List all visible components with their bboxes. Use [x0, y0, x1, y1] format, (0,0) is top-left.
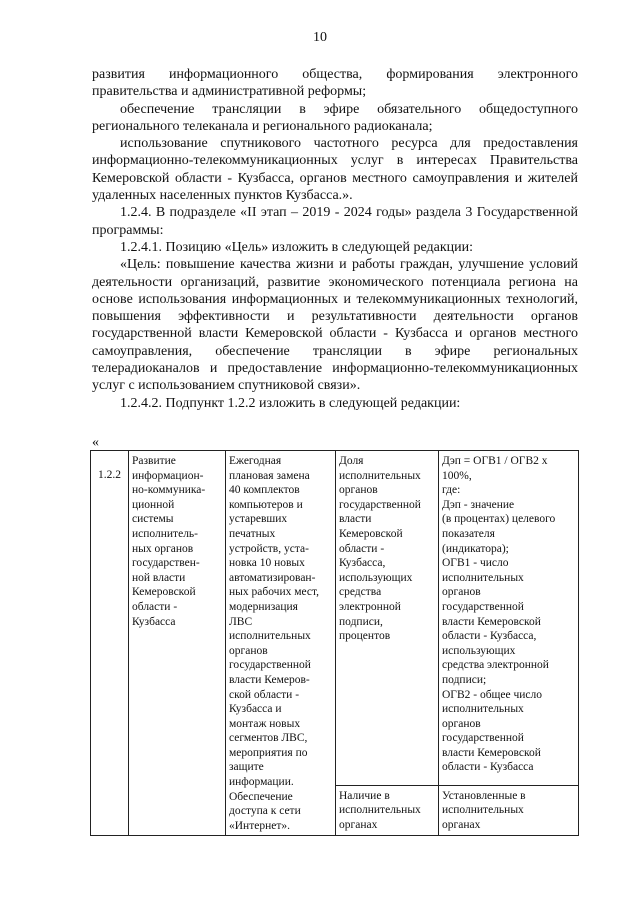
cell-text-line: власти Кемеровской	[442, 615, 541, 628]
cell-text-line: государствен-	[132, 557, 200, 570]
program-table	[90, 450, 579, 836]
body-text	[92, 66, 578, 412]
cell-text-line: доступа к сети	[229, 805, 301, 818]
cell-text-line: области - Кузбасса	[442, 761, 534, 774]
cell-text-line: Доля	[339, 455, 364, 467]
cell-text-line: ской области -	[229, 688, 300, 701]
cell-text-line: Кузбасса,	[339, 557, 386, 570]
cell-text-line: процентов	[339, 630, 391, 643]
cell-text-line: власти Кемеровской	[442, 746, 541, 759]
cell-measures	[226, 451, 336, 836]
cell-text-line: автоматизирован-	[229, 571, 316, 584]
page-number: 10	[313, 30, 327, 45]
cell-text-line: ОГВ1 - число	[442, 557, 509, 570]
cell-text-line: печатных	[229, 527, 276, 540]
cell-text-line: области -	[339, 542, 385, 555]
cell-text-line: Развитие	[132, 455, 176, 467]
cell-text-line: подписи;	[442, 673, 487, 686]
cell-text-line: показателя	[442, 527, 495, 540]
cell-text-line: области - Кузбасса,	[442, 630, 537, 643]
paragraph: 1.2.4.1. Позицию «Цель» изложить в следующей редакции:	[120, 239, 474, 255]
paragraph: использование спутникового частотного ресурса для предоставления информационно-телекоммуникационных услуг в интересах Правительства Кемеровской области - Кузбасса, органов местного самоуправления и жителей удаленных населенных пунктов Кузбасса.».	[92, 136, 578, 204]
cell-text-line: ЛВС	[229, 615, 253, 628]
cell-text-line: устройств, уста-	[229, 542, 309, 555]
cell-text-line: ной власти	[132, 571, 186, 584]
cell-formula	[439, 785, 579, 836]
cell-text-line: исполнительных	[442, 804, 524, 817]
cell-name	[129, 451, 226, 836]
cell-text-line: Ежегодная	[229, 455, 282, 467]
cell-text-line: Обеспечение	[229, 790, 293, 803]
cell-text-line: компьютеров и	[229, 498, 303, 511]
cell-text-line: где:	[442, 484, 461, 497]
cell-text-line: мероприятия по	[229, 746, 308, 759]
cell-text-line: средства электронной	[442, 659, 549, 672]
cell-text-line: государственной	[442, 600, 524, 613]
cell-text-line: Кемеровской	[132, 586, 196, 599]
cell-text-line: органах	[442, 818, 481, 831]
cell-text-line: исполнительных	[442, 571, 524, 584]
cell-text-line: органах	[339, 818, 378, 831]
cell-text-line: исполнительных	[442, 703, 524, 716]
cell-text-line: плановая замена	[229, 469, 310, 482]
cell-text-line: органов	[442, 717, 481, 730]
cell-text-line: средства	[339, 586, 382, 599]
table-row	[91, 451, 579, 786]
paragraph: обеспечение трансляции в эфире обязательного общедоступного регионального телеканала и регионального радиоканала;	[92, 101, 578, 134]
paragraph: «Цель: повышение качества жизни и работы граждан, улучшение условий деятельности организаций, развитие экономического потенциала региона на основе использования информационных и телекоммуникационных технологий, повышения эффективности и результативности деятельности органов государственной власти Кемеровской области - Кузбасса и органов местного самоуправления, обеспечение трансляции в эфире региональных телерадиоканалов и предоставление информационно-телекоммуникационных услуг с использованием спутниковой связи».	[92, 257, 578, 394]
cell-text-line: органов	[442, 586, 481, 599]
cell-text-line: государственной	[339, 498, 421, 511]
cell-text-line: системы	[132, 513, 174, 526]
cell-text-line: 40 комплектов	[229, 484, 300, 497]
cell-text-line: (индикатора);	[442, 542, 509, 555]
row-number: 1.2.2	[91, 451, 129, 836]
cell-text-line: новка 10 новых	[229, 557, 305, 570]
cell-text-line: ных рабочих мест,	[229, 586, 320, 599]
cell-text-line: ционной	[132, 498, 175, 511]
paragraph: развития информационного общества, формирования электронного правительства и административной реформы;	[92, 67, 578, 100]
cell-text-line: органов	[229, 644, 268, 657]
cell-text-line: власти Кемеров-	[229, 673, 310, 686]
cell-text-line: Установленные в	[442, 789, 526, 802]
cell-text-line: (в процентах) целевого	[442, 513, 556, 526]
cell-text-line: власти	[339, 513, 372, 526]
cell-text-line: 100%,	[442, 469, 472, 482]
cell-text-line: государственной	[229, 659, 311, 672]
opening-quote: «	[92, 435, 99, 450]
paragraph: 1.2.4.2. Подпункт 1.2.2 изложить в следующей редакции:	[120, 395, 461, 411]
cell-text-line: информации.	[229, 776, 294, 789]
paragraph: 1.2.4. В подразделе «II этап – 2019 - 2024 годы» раздела 3 Государственной программы:	[92, 205, 578, 238]
cell-text-line: ных органов	[132, 542, 194, 555]
cell-text-line: ОГВ2 - общее число	[442, 688, 543, 701]
cell-text-line: использующих	[442, 644, 516, 657]
cell-text-line: исполнительных	[339, 469, 421, 482]
cell-text-line: модернизация	[229, 600, 298, 613]
cell-text-line: Кузбасса	[132, 615, 176, 628]
cell-formula	[439, 451, 579, 786]
cell-text-line: монтаж новых	[229, 717, 301, 730]
cell-text-line: государственной	[442, 732, 524, 745]
cell-text-line: «Интернет».	[229, 819, 290, 832]
cell-text-line: подписи,	[339, 615, 383, 628]
cell-text-line: электронной	[339, 600, 401, 613]
cell-text-line: Наличие в	[339, 789, 390, 802]
cell-text-line: Дэп = ОГВ1 / ОГВ2 х	[442, 455, 548, 467]
cell-text-line: устаревших	[229, 513, 288, 526]
cell-indicator	[336, 785, 439, 836]
cell-text-line: Дэп - значение	[442, 498, 515, 511]
cell-text-line: исполнитель-	[132, 527, 199, 540]
cell-text-line: но-коммуника-	[132, 484, 206, 497]
cell-text-line: Кемеровской	[339, 527, 403, 540]
cell-text-line: области -	[132, 600, 178, 613]
cell-text-line: сегментов ЛВС,	[229, 732, 308, 745]
cell-text-line: исполнительных	[339, 804, 421, 817]
cell-text-line: защите	[229, 761, 264, 774]
cell-text-line: исполнительных	[229, 630, 311, 643]
cell-text-line: Кузбасса и	[229, 703, 282, 716]
cell-indicator	[336, 451, 439, 786]
cell-text-line: информацион-	[132, 469, 204, 482]
cell-text-line: использующих	[339, 571, 413, 584]
cell-text-line: органов	[339, 484, 378, 497]
